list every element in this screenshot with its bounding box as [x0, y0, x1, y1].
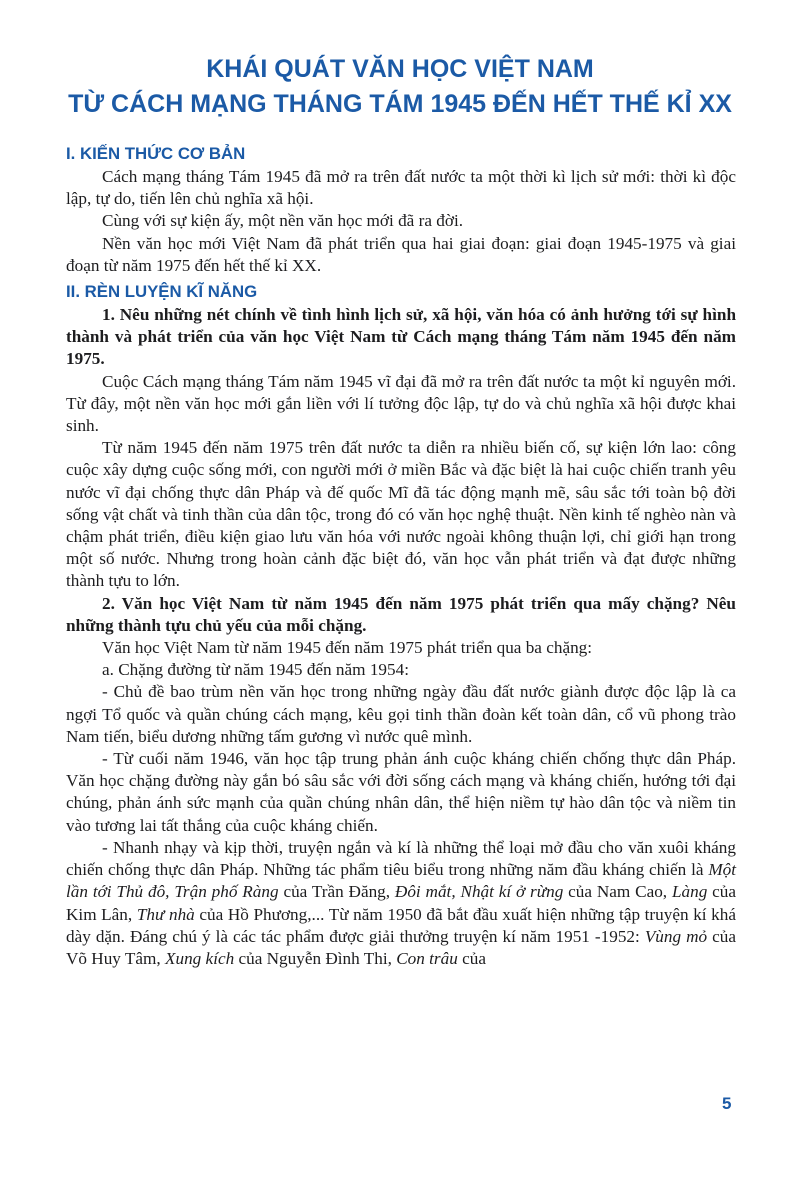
body-text [66, 142, 736, 970]
text-run: - Nhanh nhạy và kịp thời, truyện ngắn và kí là những thể loại mở đầu cho văn xuôi kháng chiến chống thực dân Pháp. Những tác phẩm tiêu biểu trong những năm đầu kháng chiến là [66, 837, 736, 880]
text-run: của Nguyễn Đình Thi, [234, 948, 397, 968]
text-run: của Nam Cao, [563, 882, 672, 902]
paragraph: Cách mạng tháng Tám 1945 đã mở ra trên đất nước ta một thời kì lịch sử mới: thời kì độc lập, tự do, tiến lên chủ nghĩa xã hội. [66, 167, 736, 209]
section-heading-1: I. KIẾN THỨC CƠ BẢN [66, 144, 246, 163]
paragraph: Nền văn học mới Việt Nam đã phát triển qua hai giai đoạn: giai đoạn 1945-1975 và giai đoạn từ năm 1975 đến hết thế kỉ XX. [66, 233, 736, 275]
work-title: Đôi mắt, Nhật kí ở rừng [394, 882, 564, 902]
paragraph: a. Chặng đường từ năm 1945 đến năm 1954: [102, 660, 409, 680]
page-number: 5 [722, 1094, 732, 1113]
text-run: của Võ Huy Tâm, [66, 926, 736, 968]
paragraph: Cùng với sự kiện ấy, một nền văn học mới đã ra đời. [102, 211, 464, 231]
paragraph: Văn học Việt Nam từ năm 1945 đến năm 1975 phát triển qua ba chặng: [102, 638, 593, 658]
question-1: 1. Nêu những nét chính về tình hình lịch sử, xã hội, văn hóa có ảnh hưởng tới sự hình thành và phát triển của văn học Việt Nam từ Cách mạng tháng Tám năm 1945 đến năm 1975. [66, 305, 736, 369]
text-run: của Kim Lân, [66, 882, 737, 924]
paragraph: - Chủ đề bao trùm nền văn học trong những ngày đầu đất nước giành được độc lập là ca ngợi Tổ quốc và quần chúng cách mạng, kêu gọi tinh thần đoàn kết toàn dân, cổ vũ phong trào Nam tiến, biểu dương những tấm gương vì nước quê mình. [66, 682, 736, 746]
paragraph [66, 837, 736, 970]
paragraph: Từ năm 1945 đến năm 1975 trên đất nước ta diễn ra nhiều biến cố, sự kiện lớn lao: công cuộc xây dựng cuộc sống mới, con người mới ở miền Bắc và đặc biệt là hai cuộc chiến tranh yêu nước vĩ đại chống thực dân Pháp và đế quốc Mĩ đã tác động mạnh mẽ, sâu sắc tới toàn bộ đời sống vật chất và tinh thần của dân tộc, trong đó có văn học nghệ thuật. Nền kinh tế nghèo nàn và chậm phát triển, điều kiện giao lưu văn hóa với nước ngoài không thuận lợi, chỉ giới hạn trong một số nước. Nhưng trong hoàn cảnh đặc biệt đó, văn học vẫn phát triển và đạt được những thành tựu to lớn. [66, 438, 736, 591]
title-line-1: KHÁI QUÁT VĂN HỌC VIỆT NAM [206, 55, 594, 83]
work-title: Một lần tới Thủ đô, Trận phố Ràng [66, 860, 736, 902]
title-line-2: TỪ CÁCH MẠNG THÁNG TÁM 1945 ĐẾN HẾT THẾ KỈ XX [68, 90, 732, 118]
work-title: Làng [671, 882, 708, 902]
work-title: Vùng mỏ [644, 926, 708, 946]
paragraph: - Từ cuối năm 1946, văn học tập trung phản ánh cuộc kháng chiến chống thực dân Pháp. Văn học chặng đường này gắn bó sâu sắc với đời sống cách mạng và kháng chiến, hướng tới đại chúng, phản ánh sức mạnh của quần chúng nhân dân, thể hiện niềm tự hào dân tộc và niềm tin vào tương lai tất thắng của cuộc kháng chiến. [66, 749, 736, 835]
question-2: 2. Văn học Việt Nam từ năm 1945 đến năm 1975 phát triển qua mấy chặng? Nêu những thành tựu chủ yếu của mỗi chặng. [66, 593, 736, 635]
text-run: của Hồ Phương,... Từ năm 1950 đã bắt đầu xuất hiện những tập truyện kí khá dày dặn. Đáng chú ý là các tác phẩm được giải thưởng truyện kí năm 1951 -1952: [66, 904, 736, 946]
text-run: của Trần Đăng, [278, 882, 395, 902]
text-run: của [457, 948, 486, 968]
page-title [0, 52, 800, 122]
work-title: Con trâu [396, 948, 458, 968]
section-heading-2: II. RÈN LUYỆN KĨ NĂNG [66, 282, 258, 302]
paragraph: Cuộc Cách mạng tháng Tám năm 1945 vĩ đại đã mở ra trên đất nước ta một kỉ nguyên mới. Từ đây, một nền văn học mới gắn liền với lí tưởng độc lập, tự do và chủ nghĩa xã hội được khai sinh. [66, 371, 736, 436]
work-title: Xung kích [164, 948, 235, 968]
work-title: Thư nhà [136, 904, 195, 924]
